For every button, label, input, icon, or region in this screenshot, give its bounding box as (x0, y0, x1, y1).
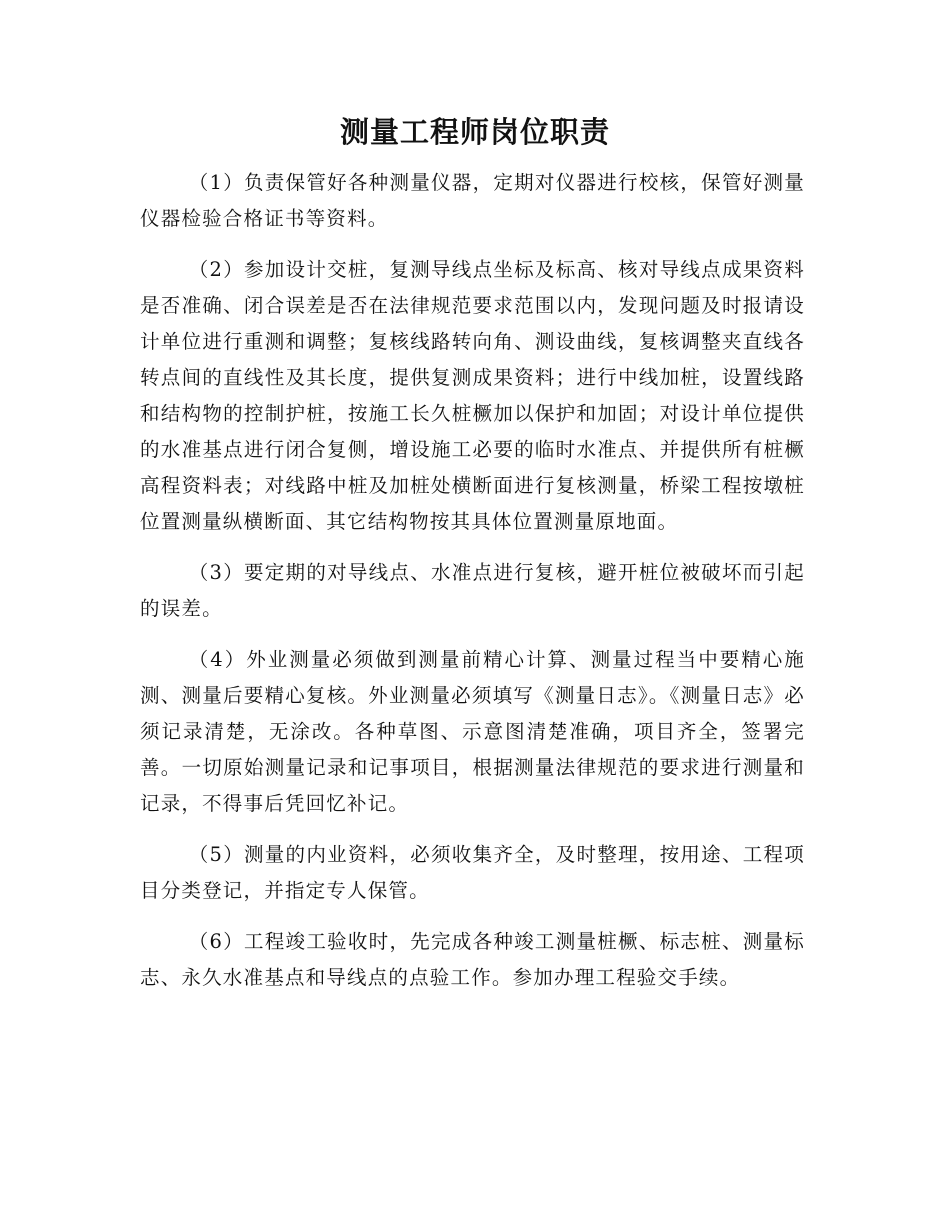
page-title: 测量工程师岗位职责 (339, 115, 610, 149)
paragraph-5: （5）测量的内业资料，必须收集齐全，及时整理，按用途、工程项目分类登记，并指定专人保管。 (140, 843, 805, 902)
paragraph-6: （6）工程竣工验收时，先完成各种竣工测量桩橛、标志桩、测量标志、永久水准基点和导线点的点验工作。参加办理工程验交手续。 (140, 930, 805, 989)
paragraph-1: （1）负责保管好各种测量仪器，定期对仪器进行校核，保管好测量仪器检验合格证书等资料。 (140, 171, 805, 230)
paragraph-4: （4）外业测量必须做到测量前精心计算、测量过程当中要精心施测、测量后要精心复核。外业测量必须填写《测量日志》。《测量日志》必须记录清楚，无涂改。各种草图、示意图清楚准确，项目齐全，签署完善。一切原始测量记录和记事项目，根据测量法律规范的要求进行测量和记录，不得事后凭回忆补记。 (140, 648, 805, 815)
paragraph-3: （3）要定期的对导线点、水准点进行复核，避开桩位被破坏而引起的误差。 (140, 561, 805, 620)
paragraph-2: （2）参加设计交桩，复测导线点坐标及标高、核对导线点成果资料是否准确、闭合误差是否在法律规范要求范围以内，发现问题及时报请设计单位进行重测和调整；复核线路转向角、测设曲线，复核调整夹直线各转点间的直线性及其长度，提供复测成果资料；进行中线加桩，设置线路和结构物的控制护桩，按施工长久桩橛加以保护和加固；对设计单位提供的水准基点进行闭合复侧，增设施工必要的临时水准点、并提供所有桩橛高程资料表；对线路中桩及加桩处横断面进行复核测量，桥梁工程按墩桩位置测量纵横断面、其它结构物按其具体位置测量原地面。 (140, 258, 805, 533)
document-body (140, 165, 805, 1011)
